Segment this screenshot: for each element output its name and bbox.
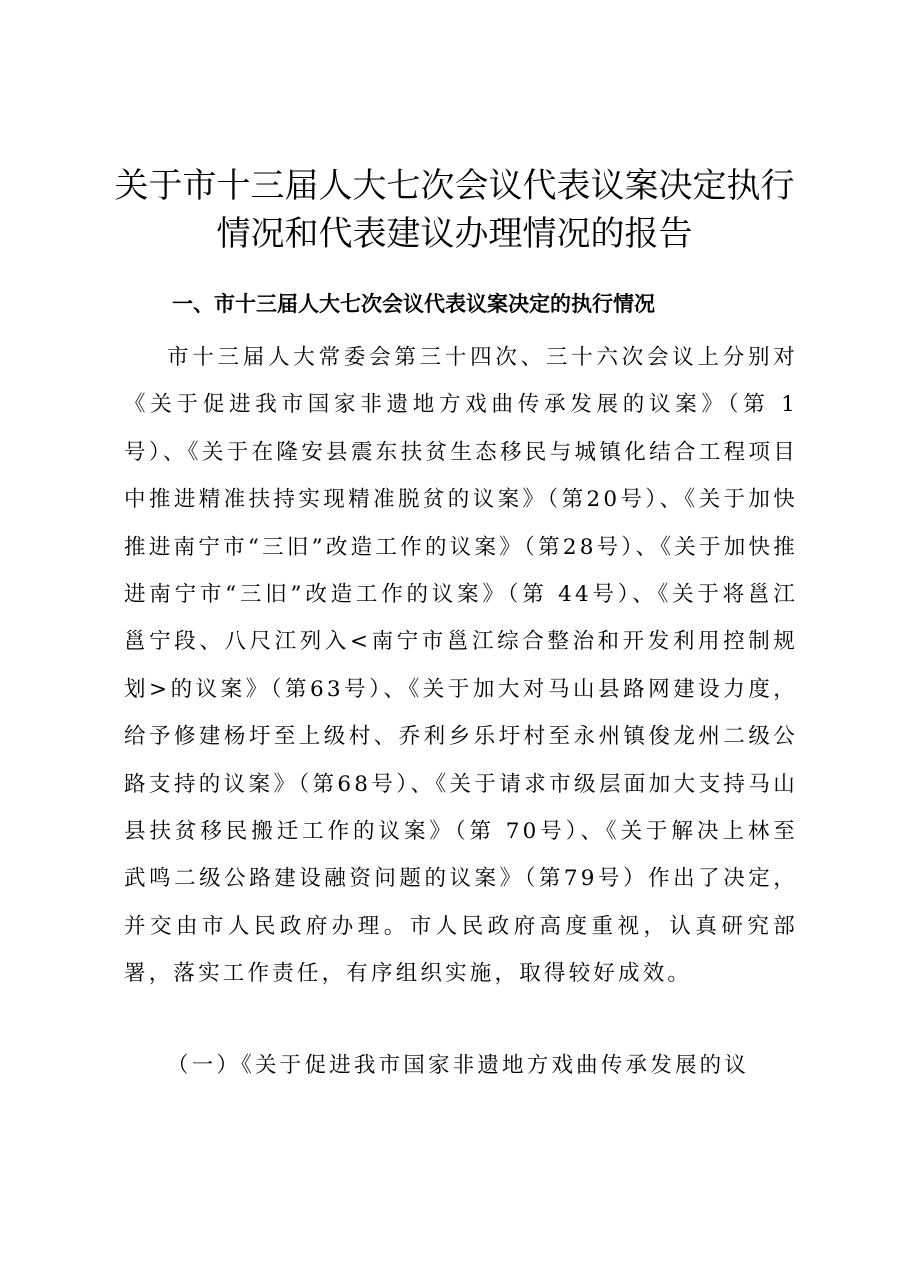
body-paragraph: 市十三届人大常委会第三十四次、三十六次会议上分别对《关于促进我市国家非遗地方戏曲传承发展的议案》（第 1号）、《关于在隆安县震东扶贫生态移民与城镇化结合工程项目中推进精准扶持实现精准脱贫的议案》（第20号）、《关于加快推进南宁市“三旧”改造工作的议案》（第28号）、《关于加快推进南宁市“三旧”改造工作的议案》（第 44号）、《关于将邕江邕宁段、八尺江列入<南宁市邕江综合整治和开发利用控制规划>的议案》（第63号）、《关于加大对马山县路网建设力度，给予修建杨圩至上级村、乔利乡乐圩村至永州镇俊龙州二级公路支持的议案》（第68号）、《关于请求市级层面加大支持马山县扶贫移民搬迁工作的议案》（第 70号）、《关于解决上林至武鸣二级公路建设融资问题的议案》（第79号）作出了决定，并交由市人民政府办理。市人民政府高度重视，认真研究部署，落实工作责任，有序组织实施，取得较好成效。 — [124, 345, 798, 987]
section-heading: 一、市十三届人大七次会议代表议案决定的执行情况 — [172, 292, 655, 316]
document-title-line-2: 情况和代表建议办理情况的报告 — [216, 214, 693, 254]
subsection-heading: （一）《关于促进我市国家非遗地方戏曲传承发展的议 — [167, 1053, 750, 1078]
document-title-line-1: 关于市十三届人大七次会议代表议案决定执行 — [114, 166, 795, 206]
